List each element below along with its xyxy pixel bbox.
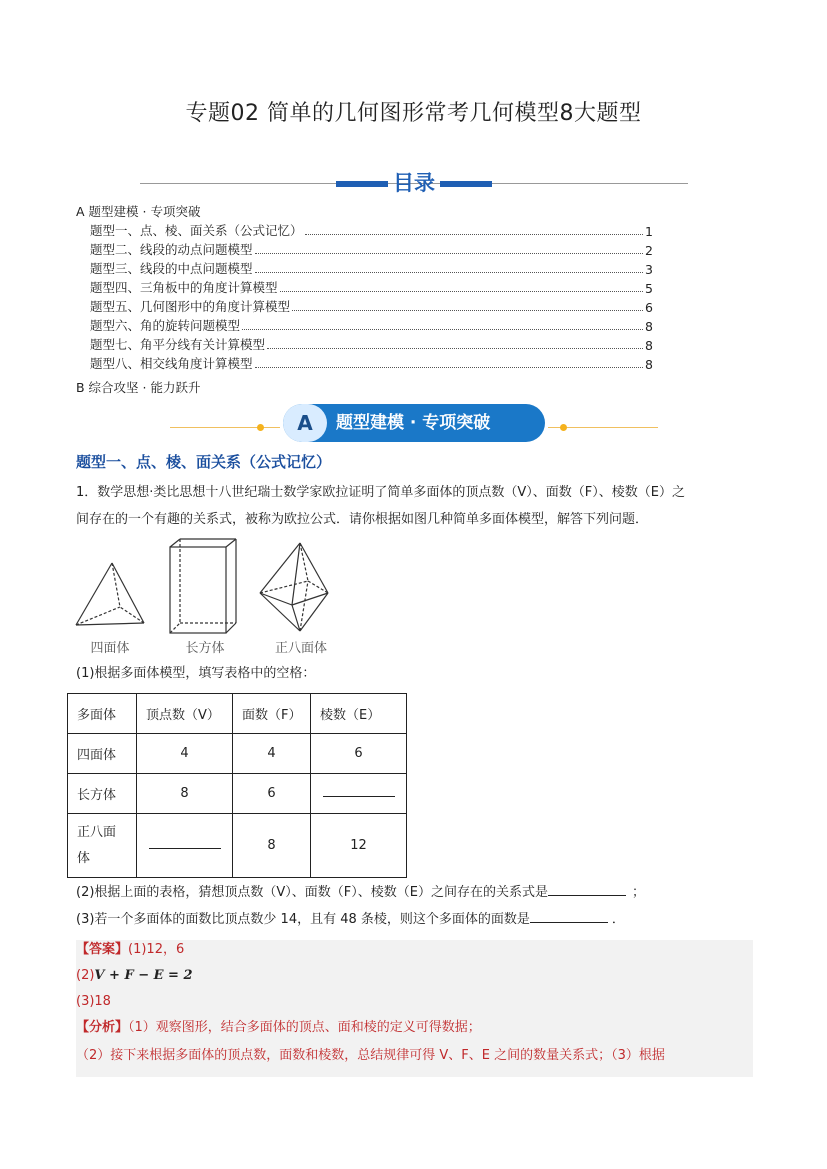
table-cell-e: 12	[311, 814, 407, 878]
table-cell-f: 6	[233, 774, 311, 814]
table-header-cell: 面数（F）	[233, 694, 311, 734]
table-cell-f: 4	[233, 734, 311, 774]
table-cell-v: 8	[137, 774, 233, 814]
toc-section-b[interactable]: B 综合攻坚 · 能力跃升	[76, 380, 201, 395]
table-cell-e: 6	[311, 734, 407, 774]
polyhedra-figure	[70, 535, 340, 635]
answer-line-2	[76, 963, 193, 989]
table-cell-name-line2: 体	[77, 850, 91, 866]
question-3-text: (3)若一个多面体的面数比顶点数少 14，且有 48 条棱，则这个多面体的面数是	[76, 912, 530, 927]
table-cell-f: 8	[233, 814, 311, 878]
answer-line-3: (3)18	[76, 994, 111, 1009]
toc-section-a[interactable]: A 题型建模 · 专项突破	[76, 204, 201, 219]
toc-item[interactable]	[90, 299, 653, 315]
shape-label-octahedron: 正八面体	[274, 641, 327, 656]
toc-item-label: 题型四、三角板中的角度计算模型	[90, 280, 278, 295]
answer-blank[interactable]	[548, 883, 626, 896]
tetrahedron-figure	[76, 563, 144, 625]
problem-line-2: 间存在的一个有趣的关系式，被称为欧拉公式．请你根据如图几种简单多面体模型，解答下列问题．	[76, 512, 649, 527]
table-cell-e-blank[interactable]	[311, 774, 407, 814]
toc-item[interactable]	[90, 356, 653, 372]
table-row	[68, 814, 407, 878]
toc-item[interactable]	[90, 261, 653, 277]
toc-item-label: 题型一、点、棱、面关系（公式记忆）	[90, 223, 303, 238]
banner-letter: A	[283, 404, 327, 442]
toc-item-label: 题型八、相交线角度计算模型	[90, 356, 253, 371]
answer-1: (1)12，6	[128, 942, 185, 957]
toc-item-label: 题型二、线段的动点问题模型	[90, 242, 253, 257]
polyhedra-table	[67, 693, 407, 878]
toc-item[interactable]	[90, 242, 653, 258]
problem-line-1: 1．数学思想·类比思想十八世纪瑞士数学家欧拉证明了简单多面体的顶点数（V）、面数（F）、棱数（E）之	[76, 485, 685, 500]
toc-item[interactable]	[90, 318, 653, 334]
table-cell-v: 4	[137, 734, 233, 774]
toc-item-label: 题型五、几何图形中的角度计算模型	[90, 299, 291, 314]
table-row	[68, 734, 407, 774]
toc-item-page: 3	[645, 262, 653, 277]
toc-bar-left	[336, 181, 388, 187]
question-1: (1)根据多面体模型，填写表格中的空格：	[76, 666, 316, 681]
table-row	[68, 774, 407, 814]
shape-label-tetrahedron: 四面体	[90, 641, 130, 656]
octahedron-figure	[260, 543, 328, 631]
toc-heading: 目录	[393, 171, 435, 195]
cuboid-figure	[170, 539, 236, 633]
table-header-cell: 顶点数（V）	[137, 694, 233, 734]
table-header-cell: 棱数（E）	[311, 694, 407, 734]
table-header-cell: 多面体	[68, 694, 137, 734]
toc-item-label: 题型三、线段的中点问题模型	[90, 261, 253, 276]
toc-item-label: 题型六、角的旋转问题模型	[90, 318, 241, 333]
banner-text: 题型建模 · 专项突破	[336, 413, 491, 433]
toc-item[interactable]	[90, 280, 653, 296]
toc-item-page: 5	[645, 281, 653, 296]
table-cell-name	[68, 814, 137, 878]
table-cell-name-line1: 正八面	[77, 824, 117, 840]
toc-item-page: 8	[645, 338, 653, 353]
table-cell-name: 四面体	[68, 734, 137, 774]
toc-bar-right	[440, 181, 492, 187]
answer-tag: 【答案】	[76, 942, 129, 957]
banner-dot-right	[560, 424, 567, 431]
answer-blank[interactable]	[530, 910, 608, 923]
toc-item[interactable]	[90, 337, 653, 353]
toc-item-page: 6	[645, 300, 653, 315]
answer-2-formula: V + F − E = 2	[94, 968, 193, 983]
analysis-line-1	[76, 1015, 481, 1041]
analysis-line-2: （2）接下来根据多面体的顶点数，面数和棱数，总结规律可得 V、F、E 之间的数量关系式；（3）根据	[76, 1048, 665, 1063]
table-cell-name: 长方体	[68, 774, 137, 814]
toc-item-page: 8	[645, 319, 653, 334]
toc-item-page: 2	[645, 243, 653, 258]
toc-item-label: 题型七、角平分线有关计算模型	[90, 337, 266, 352]
table-header-row	[68, 694, 407, 734]
question-2	[76, 880, 752, 906]
analysis-1: （1）观察图形，结合多面体的顶点、面和棱的定义可得数据；	[128, 1020, 481, 1035]
answer-blank[interactable]	[323, 786, 395, 797]
question-2-text: (2)根据上面的表格，猜想顶点数（V）、面数（F）、棱数（E）之间存在的关系式是	[76, 885, 548, 900]
answer-2-prefix: (2)	[76, 968, 95, 983]
section-title: 题型一、点、棱、面关系（公式记忆）	[76, 453, 332, 471]
shape-label-cuboid: 长方体	[185, 641, 225, 656]
analysis-tag: 【分析】	[76, 1020, 129, 1035]
toc-item-page: 8	[645, 357, 653, 372]
answer-line-1	[76, 937, 184, 963]
question-3-suffix: ．	[611, 912, 625, 927]
table-cell-v-blank[interactable]	[137, 814, 233, 878]
banner-dot-left	[257, 424, 264, 431]
toc-item[interactable]	[90, 223, 653, 239]
question-3	[76, 907, 752, 933]
question-2-suffix: ；	[632, 885, 646, 900]
answer-blank[interactable]	[149, 838, 221, 849]
toc-item-page: 1	[645, 224, 653, 239]
page-title: 专题02 简单的几何图形常考几何模型8大题型	[185, 101, 642, 126]
